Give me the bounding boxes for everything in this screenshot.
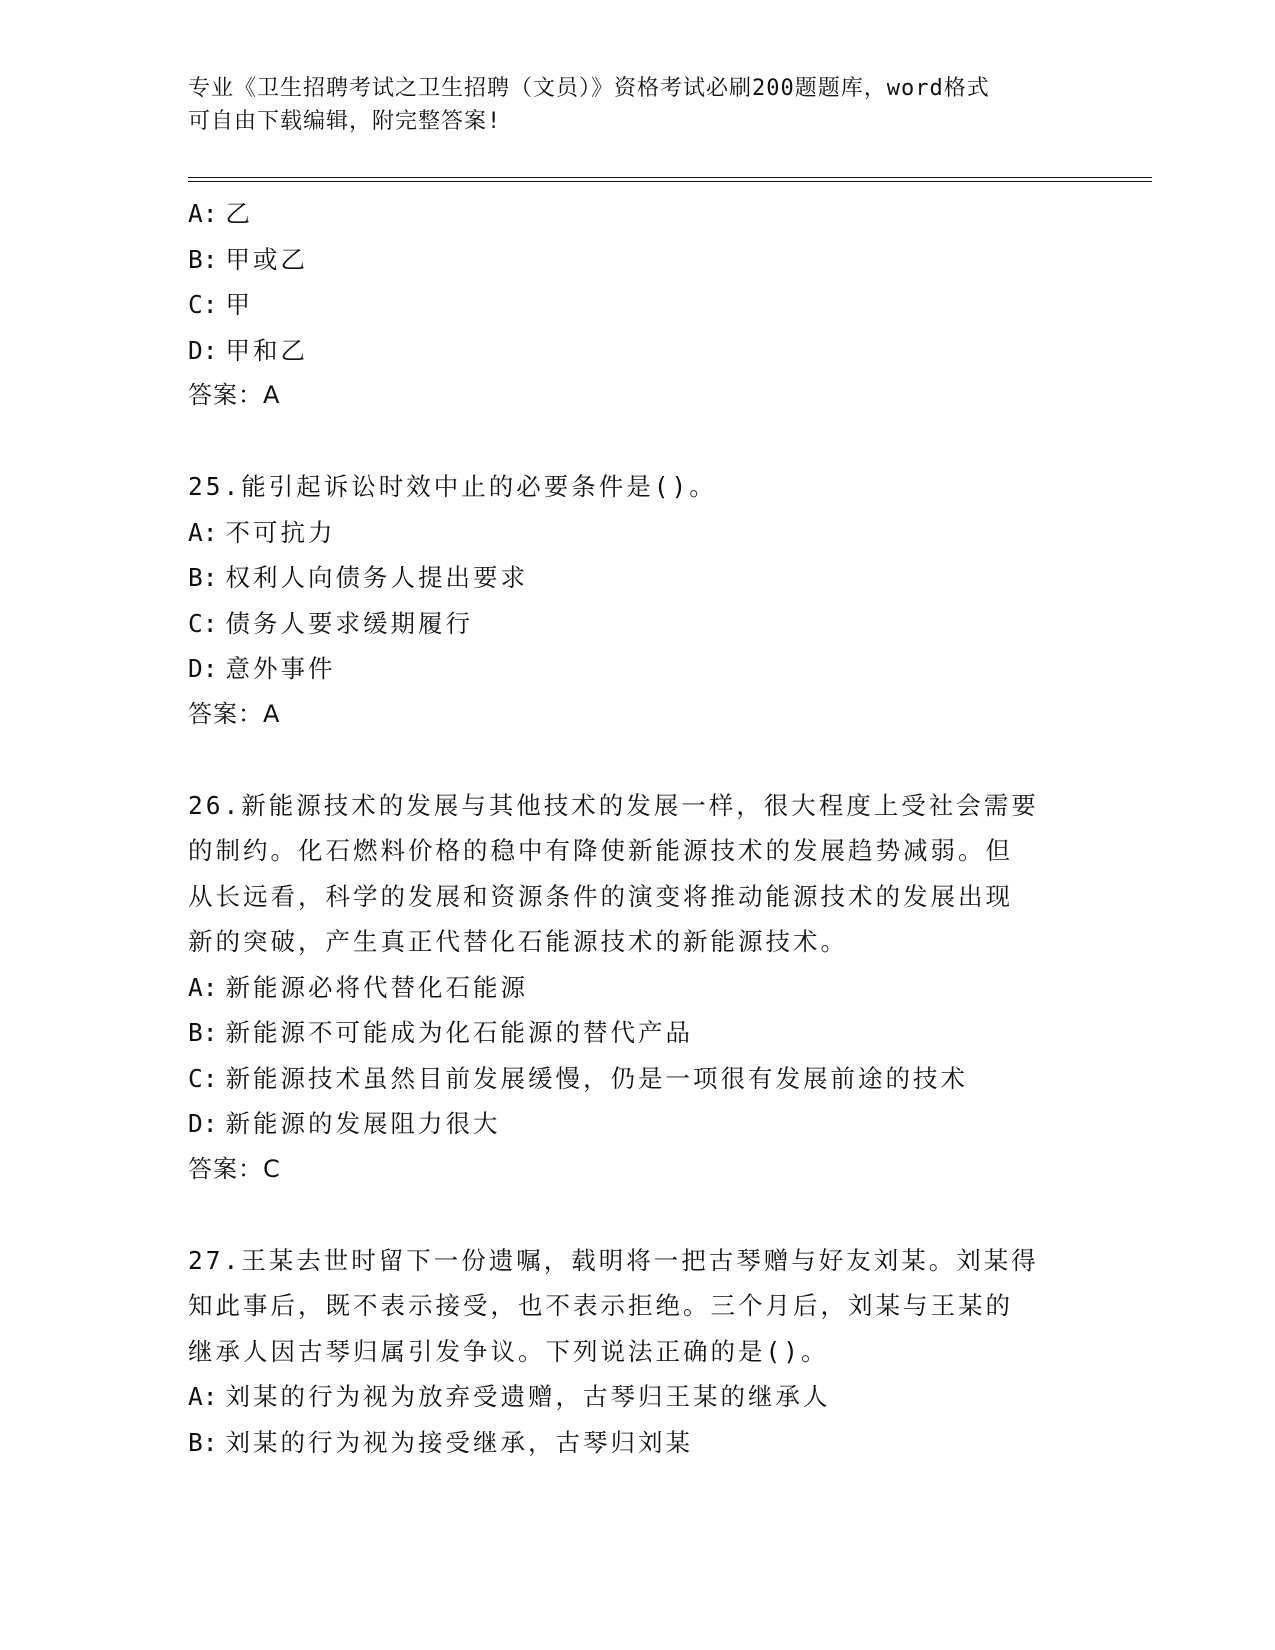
question-stem-line: 从长远看，科学的发展和资源条件的演变将推动能源技术的发展出现 <box>188 881 1013 911</box>
option-b: B: 权利人向债务人提出要求 <box>188 563 529 592</box>
option-b: B: 刘某的行为视为接受继承，古琴归刘某 <box>188 1427 694 1457</box>
option-a: A: 不可抗力 <box>188 517 336 547</box>
option-a: A: 新能源必将代替化石能源 <box>188 972 529 1002</box>
answer: 答案：A <box>188 699 281 728</box>
header-divider <box>188 177 1152 182</box>
option-d: D: 甲和乙 <box>188 335 309 365</box>
option-d: D: 新能源的发展阻力很大 <box>188 1109 501 1138</box>
option-a: A: 刘某的行为视为放弃受遗赠，古琴归王某的继承人 <box>188 1382 831 1411</box>
document-body <box>188 191 1088 1465</box>
option-c: C: 甲 <box>188 290 254 319</box>
header-title-line-2: 可自由下载编辑，附完整答案! <box>188 109 502 134</box>
question-stem-line: 知此事后，既不表示接受，也不表示拒绝。三个月后，刘某与王某的 <box>188 1291 1013 1320</box>
spacer <box>188 1192 1088 1238</box>
option-a: A: 乙 <box>188 199 254 228</box>
question-stem: 25.能引起诉讼时效中止的必要条件是()。 <box>188 472 717 501</box>
header-title-line-1: 专业《卫生招聘考试之卫生招聘（文员）》资格考试必刷200题题库，word格式 <box>188 76 990 101</box>
question-27 <box>188 1238 1088 1466</box>
question-stem-line: 的制约。化石燃料价格的稳中有降使新能源技术的发展趋势减弱。但 <box>188 836 1013 865</box>
option-c: C: 债务人要求缓期履行 <box>188 608 474 638</box>
option-c: C: 新能源技术虽然目前发展缓慢，仍是一项很有发展前途的技术 <box>188 1063 969 1093</box>
question-26 <box>188 783 1088 1193</box>
option-b: B: 新能源不可能成为化石能源的替代产品 <box>188 1018 694 1047</box>
option-b: B: 甲或乙 <box>188 244 309 274</box>
option-d: D: 意外事件 <box>188 654 336 683</box>
question-25 <box>188 464 1088 737</box>
page-header <box>188 72 1088 138</box>
answer: 答案：A <box>188 381 281 409</box>
spacer <box>188 737 1088 783</box>
question-24 <box>188 191 1088 419</box>
question-stem-line: 继承人因古琴归属引发争议。下列说法正确的是()。 <box>188 1336 829 1366</box>
answer: 答案：C <box>188 1154 281 1183</box>
spacer <box>188 419 1088 465</box>
question-stem-line: 26.新能源技术的发展与其他技术的发展一样，很大程度上受社会需要 <box>188 790 1039 820</box>
question-stem-line: 新的突破，产生真正代替化石能源技术的新能源技术。 <box>188 927 848 956</box>
question-stem-line: 27.王某去世时留下一份遗嘱，载明将一把古琴赠与好友刘某。刘某得 <box>188 1245 1039 1275</box>
